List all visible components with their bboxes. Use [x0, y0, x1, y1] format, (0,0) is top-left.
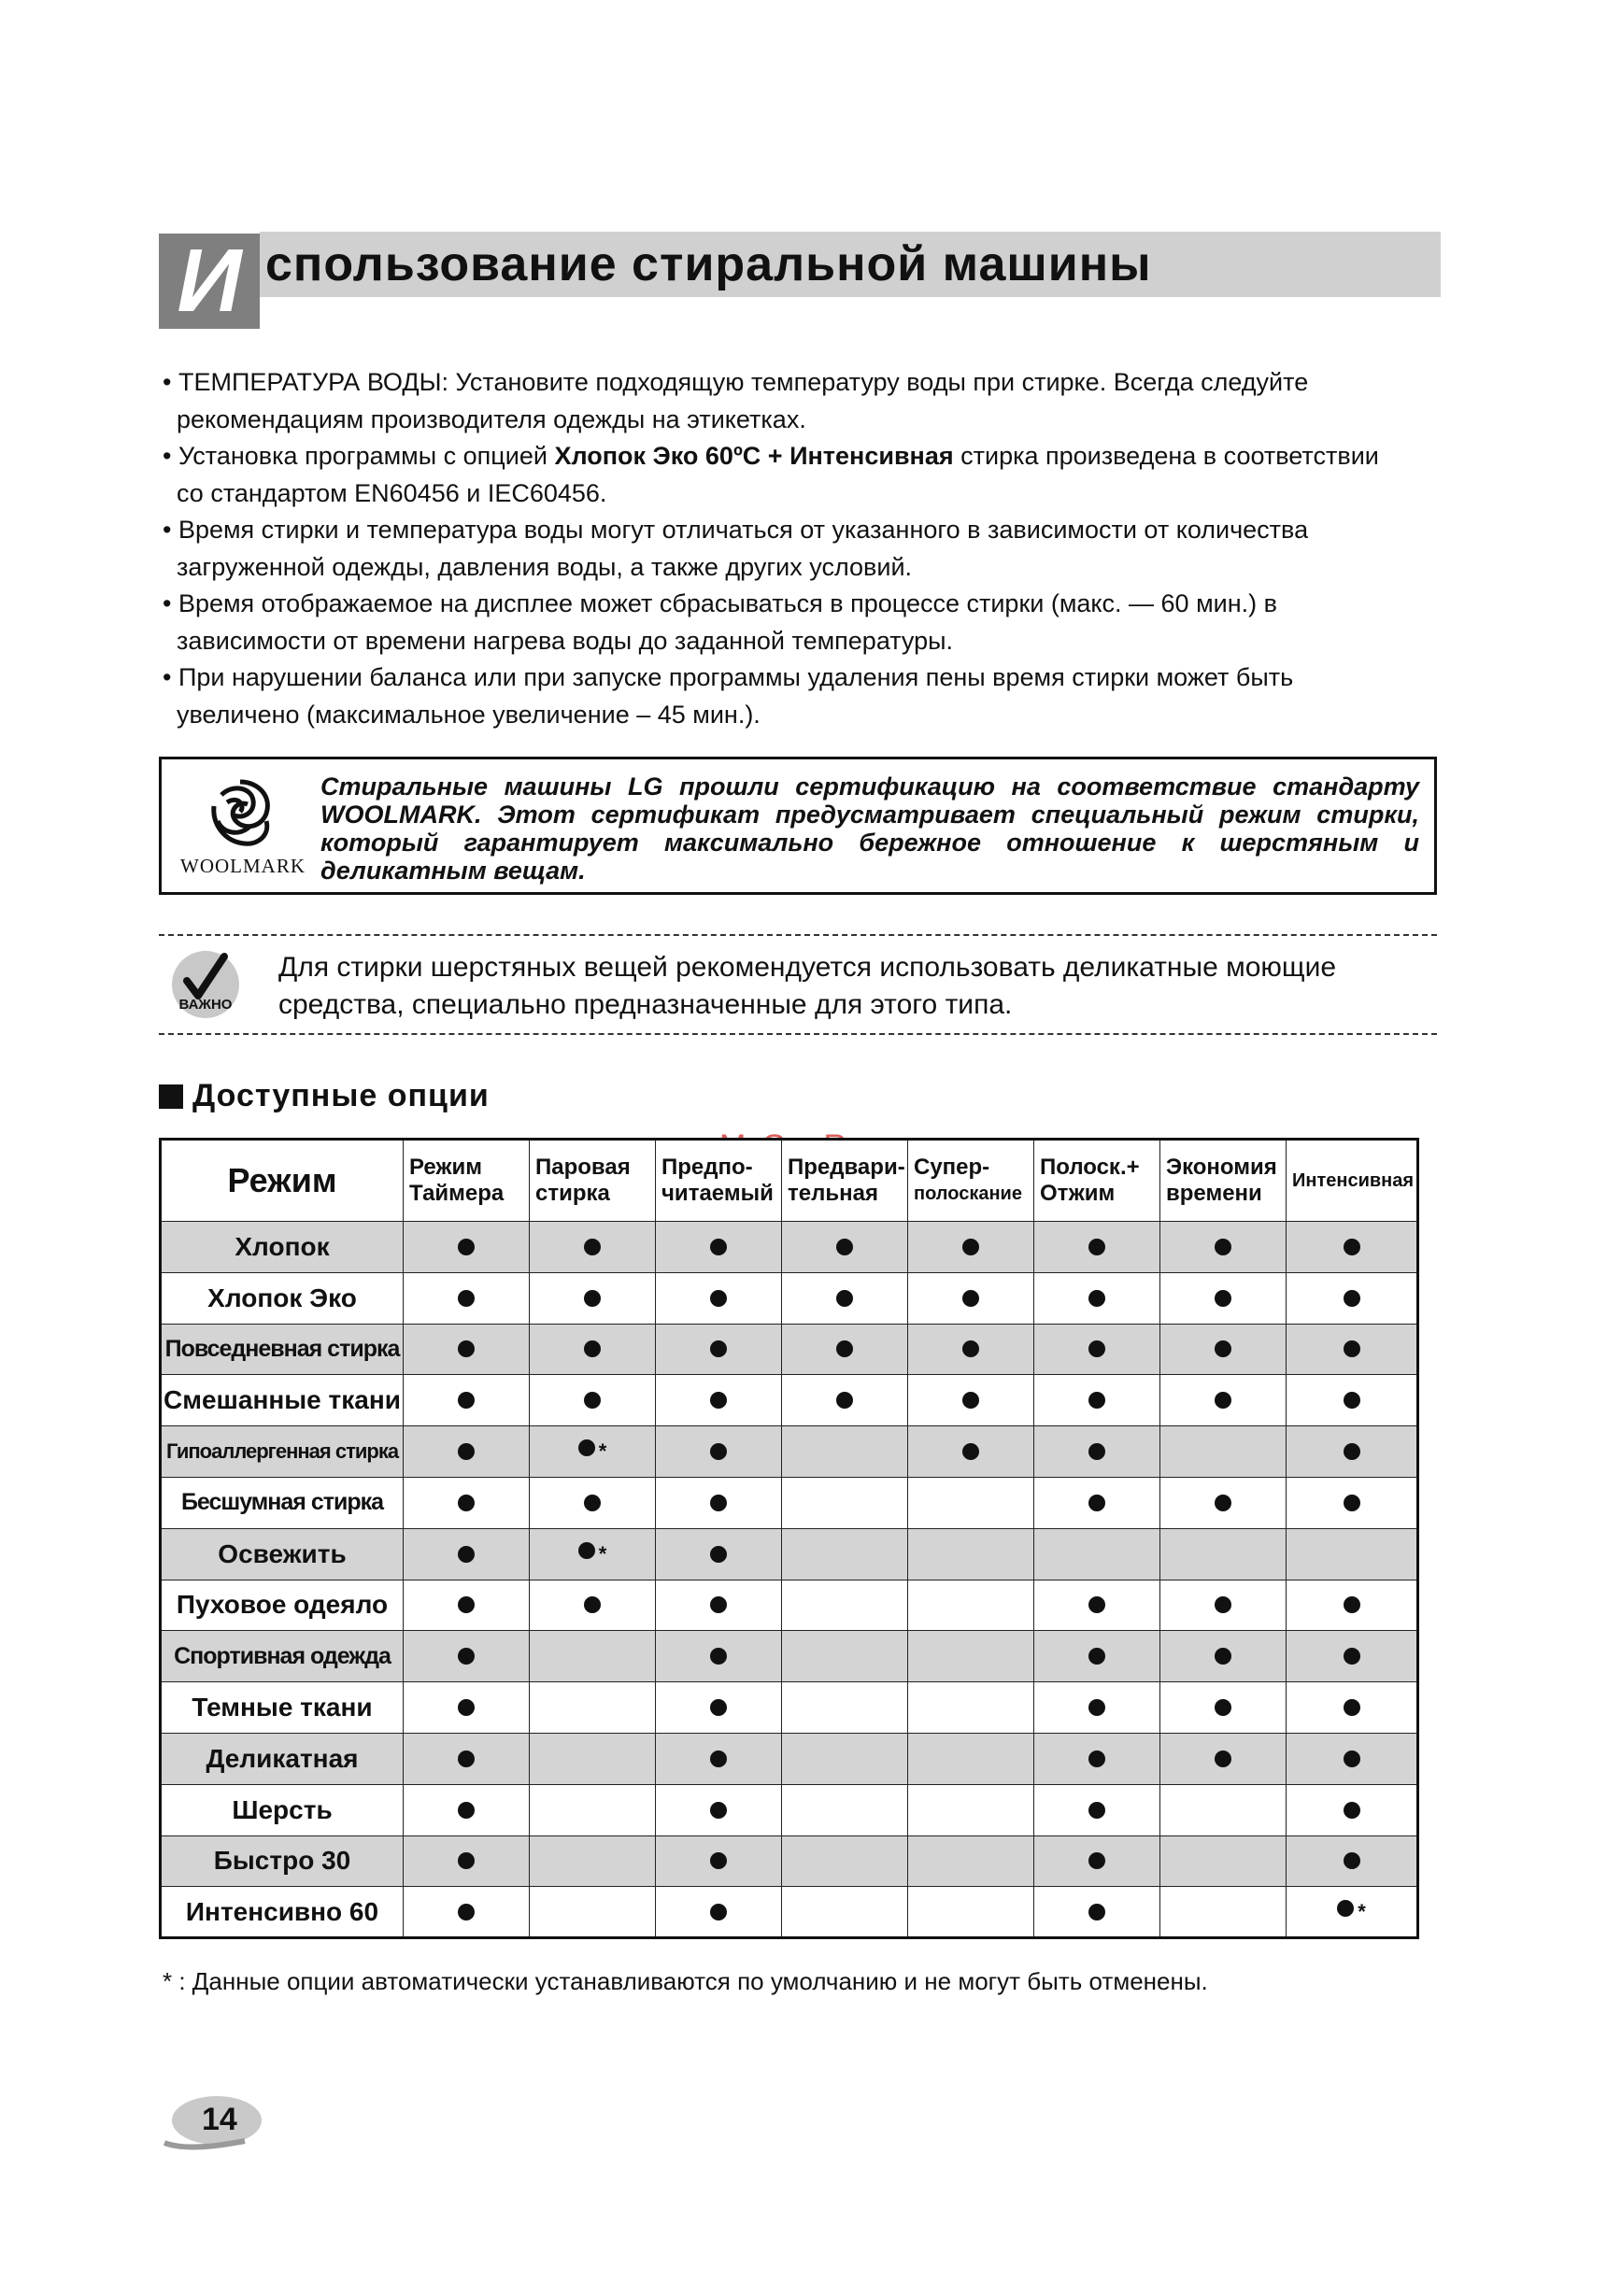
option-cell: [1034, 1375, 1160, 1426]
option-cell: [656, 1835, 782, 1887]
mode-cell: Гипоаллергенная стирка: [161, 1426, 404, 1478]
option-cell: [1034, 1631, 1160, 1682]
option-cell: [530, 1528, 656, 1580]
available-dot-icon: [710, 1699, 727, 1716]
option-cell: [656, 1272, 782, 1324]
available-dot-icon: [1344, 1495, 1360, 1511]
section-heading: [159, 1078, 490, 1114]
available-dot-icon: [458, 1340, 475, 1357]
option-cell: [1034, 1580, 1160, 1631]
available-dot-icon: [962, 1340, 979, 1357]
available-dot-icon: [1344, 1699, 1360, 1716]
available-dot-icon: [458, 1648, 475, 1665]
column-header: Экономия времени: [1160, 1140, 1287, 1222]
option-cell: [530, 1477, 656, 1528]
option-cell: [908, 1784, 1034, 1835]
table-row: [161, 1324, 1418, 1375]
option-cell: [1160, 1477, 1287, 1528]
column-header: Предпо- читаемый: [656, 1140, 782, 1222]
option-cell: [782, 1835, 908, 1887]
option-cell: [656, 1784, 782, 1835]
option-cell: [908, 1477, 1034, 1528]
available-dot-icon: [458, 1290, 475, 1307]
option-cell: [530, 1733, 656, 1784]
available-dot-icon: [710, 1495, 727, 1511]
mode-cell: Интенсивно 60: [161, 1887, 404, 1938]
available-dot-icon: [1337, 1900, 1354, 1917]
option-cell: [1034, 1733, 1160, 1784]
option-cell: [1034, 1324, 1160, 1375]
column-header: Паровая стирка: [530, 1140, 656, 1222]
option-cell: [530, 1324, 656, 1375]
available-dot-icon: [458, 1699, 475, 1716]
note-item: • Время отображаемое на дисплее может сбрасываться в процессе стирки (макс. — 60 мин.) в зависимости от времени нагрева воды до заданной температуры.: [163, 589, 1277, 655]
table-row: [161, 1887, 1418, 1938]
available-dot-icon: [1088, 1904, 1105, 1920]
available-dot-icon: [1344, 1750, 1360, 1767]
available-dot-icon: [836, 1340, 853, 1357]
option-cell: [1034, 1528, 1160, 1580]
option-cell: [1034, 1835, 1160, 1887]
option-cell: [1160, 1272, 1287, 1324]
available-dot-icon: [1215, 1340, 1231, 1357]
option-cell: [1287, 1682, 1418, 1734]
option-cell: [1160, 1375, 1287, 1426]
option-cell: [782, 1426, 908, 1478]
mode-cell: Смешанные ткани: [161, 1375, 404, 1426]
column-header: Полоск.+ Отжим: [1034, 1140, 1160, 1222]
available-dot-icon: [584, 1596, 601, 1613]
note-item: • Установка программы с опцией Хлопок Эко 60ºC + Интенсивная стирка произведена в соответствии со стандартом EN60456 и IEC60456.: [163, 442, 1379, 507]
table-row: [161, 1682, 1418, 1734]
column-header: Режим Таймера: [404, 1140, 530, 1222]
section-title: Доступные опции: [192, 1078, 490, 1113]
mode-cell: Повседневная стирка: [161, 1324, 404, 1375]
available-dot-icon: [1344, 1596, 1360, 1613]
title-initial-letter: И: [159, 234, 260, 329]
table-row: [161, 1835, 1418, 1887]
table-row: [161, 1375, 1418, 1426]
option-cell: [404, 1528, 530, 1580]
option-cell: [1287, 1631, 1418, 1682]
option-cell: [404, 1580, 530, 1631]
option-cell: [1160, 1682, 1287, 1734]
option-cell: [404, 1733, 530, 1784]
column-header: Интенсивная: [1287, 1140, 1418, 1222]
option-cell: [1160, 1426, 1287, 1478]
option-cell: [1287, 1887, 1418, 1938]
option-cell: [1160, 1528, 1287, 1580]
available-dot-icon: [1344, 1802, 1360, 1819]
option-cell: [1287, 1477, 1418, 1528]
available-dot-icon: [1344, 1648, 1360, 1665]
available-dot-icon: [710, 1392, 727, 1409]
available-dot-icon: [962, 1239, 979, 1255]
page-title: спользование стиральной машины: [265, 237, 1152, 291]
available-dot-icon: [584, 1495, 601, 1511]
woolmark-text: Стиральные машины LG прошли сертификацию на соответствие стандарту WOOLMARK. Этот сертификат предусматривает специальный режим стирки, который гарантирует максимально бережное отношение к шерстяным и деликатным вещам.: [320, 772, 1419, 885]
column-header-mode: Режим: [161, 1140, 404, 1222]
option-cell: [1160, 1733, 1287, 1784]
option-cell: [530, 1222, 656, 1273]
option-cell: [404, 1222, 530, 1273]
mode-cell: Быстро 30: [161, 1835, 404, 1887]
available-dot-icon: [578, 1439, 595, 1456]
available-dot-icon: [1344, 1239, 1360, 1255]
available-dot-icon: [1344, 1852, 1360, 1869]
table-row: [161, 1580, 1418, 1631]
available-dot-icon: [1088, 1392, 1105, 1409]
divider-top: [159, 934, 1437, 936]
option-cell: [656, 1580, 782, 1631]
mode-cell: Хлопок Эко: [161, 1272, 404, 1324]
default-asterisk: *: [1358, 1899, 1366, 1923]
option-cell: [1287, 1835, 1418, 1887]
option-cell: [530, 1580, 656, 1631]
option-cell: [530, 1682, 656, 1734]
options-table: [159, 1138, 1419, 1939]
mode-cell: Деликатная: [161, 1733, 404, 1784]
option-cell: [782, 1580, 908, 1631]
important-check-icon: [166, 943, 250, 1024]
available-dot-icon: [962, 1392, 979, 1409]
woolmark-notice: [159, 757, 1437, 895]
available-dot-icon: [710, 1546, 727, 1563]
mode-cell: Темные ткани: [161, 1682, 404, 1734]
option-cell: [782, 1784, 908, 1835]
available-dot-icon: [1215, 1750, 1231, 1767]
option-cell: [656, 1887, 782, 1938]
option-cell: [530, 1784, 656, 1835]
available-dot-icon: [710, 1904, 727, 1920]
option-cell: [656, 1631, 782, 1682]
option-cell: [1160, 1324, 1287, 1375]
option-cell: [782, 1887, 908, 1938]
option-cell: [404, 1375, 530, 1426]
option-cell: [782, 1631, 908, 1682]
option-cell: [530, 1631, 656, 1682]
square-bullet-icon: [159, 1084, 183, 1109]
available-dot-icon: [710, 1290, 727, 1307]
available-dot-icon: [458, 1239, 475, 1255]
option-cell: [1160, 1887, 1287, 1938]
option-cell: [1034, 1784, 1160, 1835]
available-dot-icon: [458, 1750, 475, 1767]
available-dot-icon: [1088, 1340, 1105, 1357]
option-cell: [1034, 1426, 1160, 1478]
option-cell: [908, 1426, 1034, 1478]
option-cell: [1287, 1528, 1418, 1580]
table-row: [161, 1272, 1418, 1324]
table-row: [161, 1222, 1418, 1273]
note-item: • ТЕМПЕРАТУРА ВОДЫ: Установите подходящую температуру воды при стирке. Всегда следуйте рекомендациям производителя одежды на этикетках.: [163, 368, 1309, 433]
option-cell: [1287, 1426, 1418, 1478]
table-header-row: [161, 1140, 1418, 1222]
page-number: 14: [202, 2102, 237, 2137]
option-cell: [530, 1887, 656, 1938]
option-cell: [782, 1222, 908, 1273]
option-cell: [530, 1272, 656, 1324]
available-dot-icon: [1088, 1750, 1105, 1767]
available-dot-icon: [710, 1648, 727, 1665]
table-row: [161, 1426, 1418, 1478]
option-cell: [404, 1784, 530, 1835]
available-dot-icon: [458, 1904, 475, 1920]
mode-cell: Освежить: [161, 1528, 404, 1580]
woolmark-logo-icon: [201, 774, 279, 853]
option-cell: [1287, 1324, 1418, 1375]
option-cell: [1160, 1580, 1287, 1631]
available-dot-icon: [1215, 1596, 1231, 1613]
option-cell: [656, 1477, 782, 1528]
option-cell: [908, 1682, 1034, 1734]
option-cell: [656, 1222, 782, 1273]
available-dot-icon: [710, 1340, 727, 1357]
table-row: [161, 1631, 1418, 1682]
available-dot-icon: [1088, 1290, 1105, 1307]
option-cell: [656, 1682, 782, 1734]
option-cell: [1160, 1631, 1287, 1682]
available-dot-icon: [1088, 1802, 1105, 1819]
available-dot-icon: [584, 1340, 601, 1357]
available-dot-icon: [1215, 1392, 1231, 1409]
option-cell: [1034, 1682, 1160, 1734]
available-dot-icon: [1215, 1699, 1231, 1716]
option-cell: [1160, 1835, 1287, 1887]
option-cell: [1287, 1733, 1418, 1784]
option-cell: [656, 1733, 782, 1784]
available-dot-icon: [584, 1290, 601, 1307]
available-dot-icon: [458, 1443, 475, 1460]
option-cell: [908, 1733, 1034, 1784]
page-number-badge: [161, 2092, 265, 2152]
option-cell: [908, 1580, 1034, 1631]
option-cell: [782, 1682, 908, 1734]
option-cell: [404, 1272, 530, 1324]
option-cell: [782, 1733, 908, 1784]
option-cell: [530, 1375, 656, 1426]
option-cell: [656, 1375, 782, 1426]
option-cell: [404, 1887, 530, 1938]
option-cell: [782, 1272, 908, 1324]
available-dot-icon: [710, 1443, 727, 1460]
available-dot-icon: [1088, 1596, 1105, 1613]
option-cell: [908, 1528, 1034, 1580]
option-cell: [404, 1682, 530, 1734]
option-cell: [908, 1222, 1034, 1273]
option-cell: [404, 1426, 530, 1478]
option-cell: [1287, 1375, 1418, 1426]
option-cell: [404, 1631, 530, 1682]
option-cell: [404, 1324, 530, 1375]
option-cell: [1034, 1272, 1160, 1324]
available-dot-icon: [458, 1392, 475, 1409]
footnote: * : Данные опции автоматически устанавливаются по умолчанию и не могут быть отменены.: [163, 1967, 1208, 1995]
option-cell: [1034, 1477, 1160, 1528]
option-cell: [1034, 1887, 1160, 1938]
option-cell: [530, 1426, 656, 1478]
available-dot-icon: [962, 1443, 979, 1460]
available-dot-icon: [1215, 1648, 1231, 1665]
available-dot-icon: [458, 1495, 475, 1511]
option-cell: [908, 1887, 1034, 1938]
option-cell: [656, 1528, 782, 1580]
option-cell: [782, 1324, 908, 1375]
available-dot-icon: [458, 1596, 475, 1613]
available-dot-icon: [1088, 1495, 1105, 1511]
note-item: • При нарушении баланса или при запуске программы удаления пены время стирки может быть увеличено (максимальное увеличение – 45 мин.).: [163, 663, 1294, 729]
option-cell: [656, 1324, 782, 1375]
available-dot-icon: [1088, 1852, 1105, 1869]
default-asterisk: *: [598, 1439, 607, 1464]
available-dot-icon: [836, 1392, 853, 1409]
option-cell: [1160, 1784, 1287, 1835]
available-dot-icon: [1344, 1443, 1360, 1460]
table-body: [161, 1222, 1418, 1938]
option-cell: [908, 1375, 1034, 1426]
column-header: Супер- полоскание: [908, 1140, 1034, 1222]
option-cell: [404, 1477, 530, 1528]
available-dot-icon: [1344, 1290, 1360, 1307]
option-cell: [908, 1835, 1034, 1887]
mode-cell: Шерсть: [161, 1784, 404, 1835]
default-asterisk: *: [598, 1541, 607, 1566]
available-dot-icon: [584, 1392, 601, 1409]
option-cell: [1287, 1272, 1418, 1324]
note-item: • Время стирки и температура воды могут отличаться от указанного в зависимости от количества загруженной одежды, давления воды, а также других условий.: [163, 516, 1309, 581]
available-dot-icon: [1215, 1239, 1231, 1255]
table-row: [161, 1784, 1418, 1835]
mode-cell: Бесшумная стирка: [161, 1477, 404, 1528]
available-dot-icon: [962, 1290, 979, 1307]
table-row: [161, 1733, 1418, 1784]
available-dot-icon: [458, 1802, 475, 1819]
available-dot-icon: [836, 1290, 853, 1307]
available-dot-icon: [836, 1239, 853, 1255]
table-row: [161, 1477, 1418, 1528]
option-cell: [782, 1375, 908, 1426]
option-cell: [782, 1528, 908, 1580]
available-dot-icon: [1215, 1495, 1231, 1511]
available-dot-icon: [1344, 1392, 1360, 1409]
option-cell: [782, 1477, 908, 1528]
divider-bottom: [159, 1033, 1437, 1035]
mode-cell: Спортивная одежда: [161, 1631, 404, 1682]
woolmark-label: WOOLMARK: [180, 855, 306, 877]
available-dot-icon: [1215, 1290, 1231, 1307]
available-dot-icon: [1088, 1239, 1105, 1255]
option-cell: [404, 1835, 530, 1887]
available-dot-icon: [578, 1542, 595, 1559]
available-dot-icon: [584, 1239, 601, 1255]
mode-cell: Пуховое одеяло: [161, 1580, 404, 1631]
table-row: [161, 1528, 1418, 1580]
option-cell: [1160, 1222, 1287, 1273]
available-dot-icon: [710, 1239, 727, 1255]
available-dot-icon: [710, 1596, 727, 1613]
option-cell: [908, 1272, 1034, 1324]
available-dot-icon: [1088, 1648, 1105, 1665]
available-dot-icon: [710, 1750, 727, 1767]
available-dot-icon: [710, 1852, 727, 1869]
option-cell: [908, 1631, 1034, 1682]
option-cell: [1287, 1580, 1418, 1631]
important-badge-label: ВАЖНО: [178, 997, 233, 1013]
option-cell: [656, 1426, 782, 1478]
available-dot-icon: [458, 1546, 475, 1563]
available-dot-icon: [458, 1852, 475, 1869]
available-dot-icon: [1088, 1443, 1105, 1460]
mode-cell: Хлопок: [161, 1222, 404, 1273]
option-cell: [1034, 1222, 1160, 1273]
option-cell: [1287, 1784, 1418, 1835]
notes-list: [163, 364, 1396, 733]
option-cell: [1287, 1222, 1418, 1273]
column-header: Предвари- тельная: [782, 1140, 908, 1222]
option-cell: [908, 1324, 1034, 1375]
important-text: Для стирки шерстяных вещей рекомендуется использовать деликатные моющие средства, специально предназначенные для этого типа.: [278, 952, 1337, 1020]
available-dot-icon: [710, 1802, 727, 1819]
available-dot-icon: [1344, 1340, 1360, 1357]
available-dot-icon: [1088, 1699, 1105, 1716]
option-cell: [530, 1835, 656, 1887]
